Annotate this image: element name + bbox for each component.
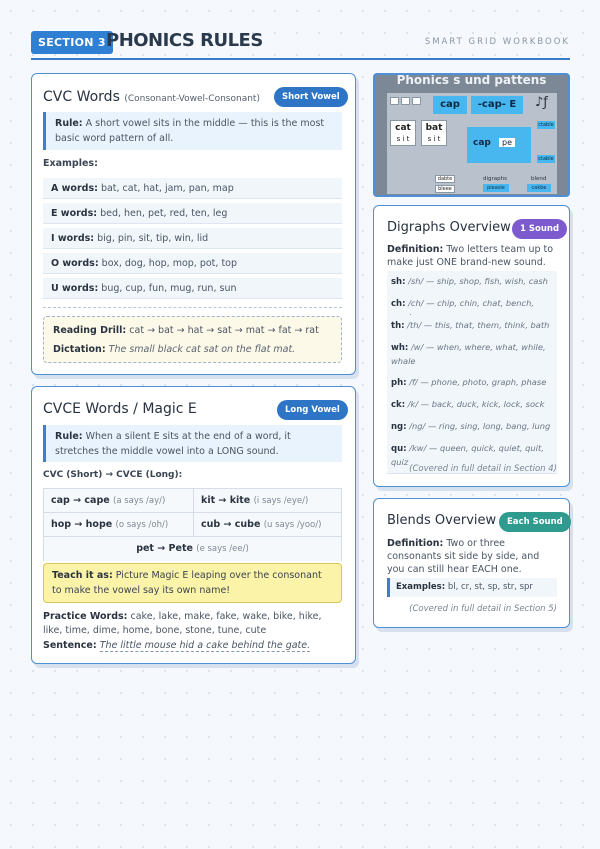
dictation-line <box>53 344 295 355</box>
example-label: O words: <box>51 258 99 269</box>
pair-text: kit → kite <box>201 495 251 506</box>
digraph-text: /kw/ — queen, quick, quiet, quit, quiz <box>391 443 544 467</box>
definition-text: Two or three consonants sit side by side, and you can still hear EACH one. <box>387 538 540 575</box>
example-words: bat, cat, hat, jam, pan, map <box>100 183 234 194</box>
digraph-key: ch: <box>391 299 406 309</box>
blends-examples-label: Examples: <box>396 582 446 592</box>
pair-cell <box>194 489 341 513</box>
drill-line <box>53 325 319 336</box>
cvce-pairs-grid <box>43 488 342 561</box>
digraph-text: /k/ — back, duck, kick, lock, sock <box>407 399 545 409</box>
pair-cell <box>44 513 194 537</box>
example-label: E words: <box>51 208 98 219</box>
pair-note: (u says /yoo/) <box>263 520 322 530</box>
blends-examples <box>387 578 557 597</box>
cvc-title-text: CVC Words <box>43 89 120 105</box>
picture-chip-2: ctable <box>538 156 554 162</box>
digraph-text: /ch/ — chip, chin, chat, bench, <box>408 298 534 308</box>
digraph-text: /sh/ — ship, shop, fish, wish, cash <box>408 276 548 286</box>
picture-chip <box>412 97 421 105</box>
picture-chip-1: ctable <box>538 122 554 128</box>
workbook-label: SMART GRID WORKBOOK <box>424 37 570 47</box>
blends-examples-text: bl, cr, st, sp, str, spr <box>447 582 533 592</box>
example-row-i <box>43 228 342 249</box>
one-sound-badge: 1 Sound <box>512 219 567 239</box>
definition-label: Definition: <box>387 538 444 549</box>
picture-word-cap: cap <box>433 96 467 114</box>
teach-it-box <box>43 563 342 603</box>
picture-label-bleee: bleee <box>435 185 455 193</box>
short-vowel-badge: Short Vowel <box>274 87 348 107</box>
dictation-label: Dictation: <box>53 344 106 355</box>
digraph-key: ph: <box>391 378 407 388</box>
pair-cell <box>194 513 341 537</box>
digraph-key: sh: <box>391 277 406 287</box>
dictation-text: The small black cat sat on the flat mat. <box>108 344 296 355</box>
example-words: box, dog, hop, mop, pot, top <box>101 258 238 269</box>
picture-board <box>387 93 557 194</box>
digraph-row-ph <box>387 372 557 395</box>
practice-label: Practice Words: <box>43 611 128 622</box>
digraph-text: /w/ — when, where, what, while, whale <box>391 342 546 366</box>
digraph-text: /f/ — phone, photo, graph, phase <box>409 377 547 387</box>
example-row-a <box>43 178 342 199</box>
cvc-subtitle: (Consonant-Vowel-Consonant) <box>124 94 260 104</box>
picture-card-cat <box>390 120 416 146</box>
long-vowel-badge: Long Vowel <box>277 400 348 420</box>
digraph-row-th <box>387 315 557 338</box>
page-title: PHONICS RULES <box>106 30 263 51</box>
blends-title: Blends Overview <box>387 513 497 528</box>
picture-chip <box>401 97 410 105</box>
practice-text: cake, lake, make, fake, wake, bike, hike, like, time, dime, home, bone, stone, tune, cute <box>43 611 322 636</box>
digraph-key: qu: <box>391 444 407 454</box>
picture-cat-word: cat <box>395 123 411 133</box>
picture-pe-tag: pe <box>499 138 515 147</box>
example-words: bed, hen, pet, red, ten, leg <box>100 208 228 219</box>
picture-cap-word: cap <box>473 138 491 148</box>
example-label: A words: <box>51 183 98 194</box>
digraphs-note: (Covered in full detail in Section 4) <box>409 464 557 474</box>
digraph-key: ng: <box>391 422 407 432</box>
pair-cell <box>44 489 194 513</box>
picture-label-dabte: dabte <box>435 175 455 183</box>
pair-cell <box>44 537 341 561</box>
digraph-text: /ng/ — ring, sing, long, bang, lung <box>409 421 551 431</box>
pair-note: (a says /ay/) <box>113 496 166 506</box>
pair-note: (e says /ee/) <box>196 544 249 554</box>
picture-chip <box>390 97 399 105</box>
picture-chip-4: cakbe <box>527 184 551 192</box>
digraphs-title: Digraphs Overview <box>387 220 511 235</box>
drill-text: cat → bat → hat → sat → mat → fat → rat <box>129 325 319 336</box>
teach-label: Teach it as: <box>52 570 113 581</box>
sentence-line <box>43 640 310 651</box>
picture-bat-word: bat <box>425 123 443 133</box>
page-header <box>31 30 570 60</box>
example-words: bug, cup, fun, mug, run, sun <box>101 283 237 294</box>
cvce-rule-box <box>43 425 342 462</box>
example-row-u <box>43 278 342 299</box>
rule-label: Rule: <box>55 431 83 442</box>
pair-text: cap → cape <box>51 495 110 506</box>
compare-label: CVC (Short) → CVCE (Long): <box>43 470 183 480</box>
definition-text: Two letters team up to make just ONE brand-new sound. <box>387 244 554 268</box>
digraph-key: wh: <box>391 343 409 353</box>
picture-mid-text: -cap- <box>477 99 506 110</box>
blends-note: (Covered in full detail in Section 5) <box>409 604 557 614</box>
definition-label: Definition: <box>387 244 444 255</box>
digraph-row-ng <box>387 416 557 439</box>
digraph-row-sh <box>387 271 557 294</box>
pair-text: hop → hope <box>51 519 113 530</box>
picture-cat-sub: s i t <box>396 135 410 143</box>
pair-note: (o says /oh/) <box>115 520 169 530</box>
example-label: I words: <box>51 233 95 244</box>
sentence-text: The little mouse hid a cake behind the gate. <box>99 640 311 651</box>
picture-word-mid <box>471 96 523 114</box>
cvc-title <box>43 89 260 105</box>
picture-label-digraphs: digraphs <box>483 176 507 182</box>
cvce-title: CVCE Words / Magic E <box>43 401 197 417</box>
picture-e-text: E <box>509 99 517 110</box>
practice-words <box>43 610 342 638</box>
phonics-patterns-image <box>373 73 570 197</box>
examples-label: Examples: <box>43 158 98 169</box>
pair-text: cub → cube <box>201 519 261 530</box>
picture-bat-sub: s i t <box>427 135 441 143</box>
digraph-row-ck <box>387 394 557 417</box>
section-badge: SECTION 3 <box>31 31 113 54</box>
drill-label: Reading Drill: <box>53 325 127 336</box>
example-row-e <box>43 203 342 224</box>
pair-text: pet → Pete <box>136 543 193 554</box>
digraphs-definition <box>387 243 559 269</box>
reading-drill-box <box>43 316 342 363</box>
picture-title: Phonics s und pattens <box>396 73 547 87</box>
digraph-text: /th/ — this, that, them, think, bath <box>407 320 550 330</box>
rule-label: Rule: <box>55 118 83 129</box>
blends-definition <box>387 537 559 576</box>
each-sound-badge: Each Sound <box>499 512 571 532</box>
picture-card-bat <box>421 120 447 146</box>
pair-note: (i says /eye/) <box>253 496 309 506</box>
sentence-label: Sentence: <box>43 640 97 651</box>
digraph-key: ck: <box>391 400 406 410</box>
divider <box>43 307 342 308</box>
digraph-key: th: <box>391 321 405 331</box>
picture-label-blend: blend <box>531 176 547 182</box>
cvc-rule-box <box>43 112 342 150</box>
music-icon: ♪ƒ <box>535 95 548 110</box>
example-words: big, pin, sit, tip, win, lid <box>97 233 209 244</box>
digraph-row-wh <box>387 337 557 373</box>
teach-text: Picture Magic E leaping over the consonant to make the vowel say its own name! <box>52 570 322 596</box>
rule-text: When a silent E sits at the end of a word, it stretches the middle vowel into a LONG sound. <box>55 431 291 457</box>
example-row-o <box>43 253 342 274</box>
picture-chip-3: pieasle <box>483 184 509 192</box>
example-label: U words: <box>51 283 99 294</box>
rule-text: A short vowel sits in the middle — this is the most basic word pattern of all. <box>55 118 325 144</box>
